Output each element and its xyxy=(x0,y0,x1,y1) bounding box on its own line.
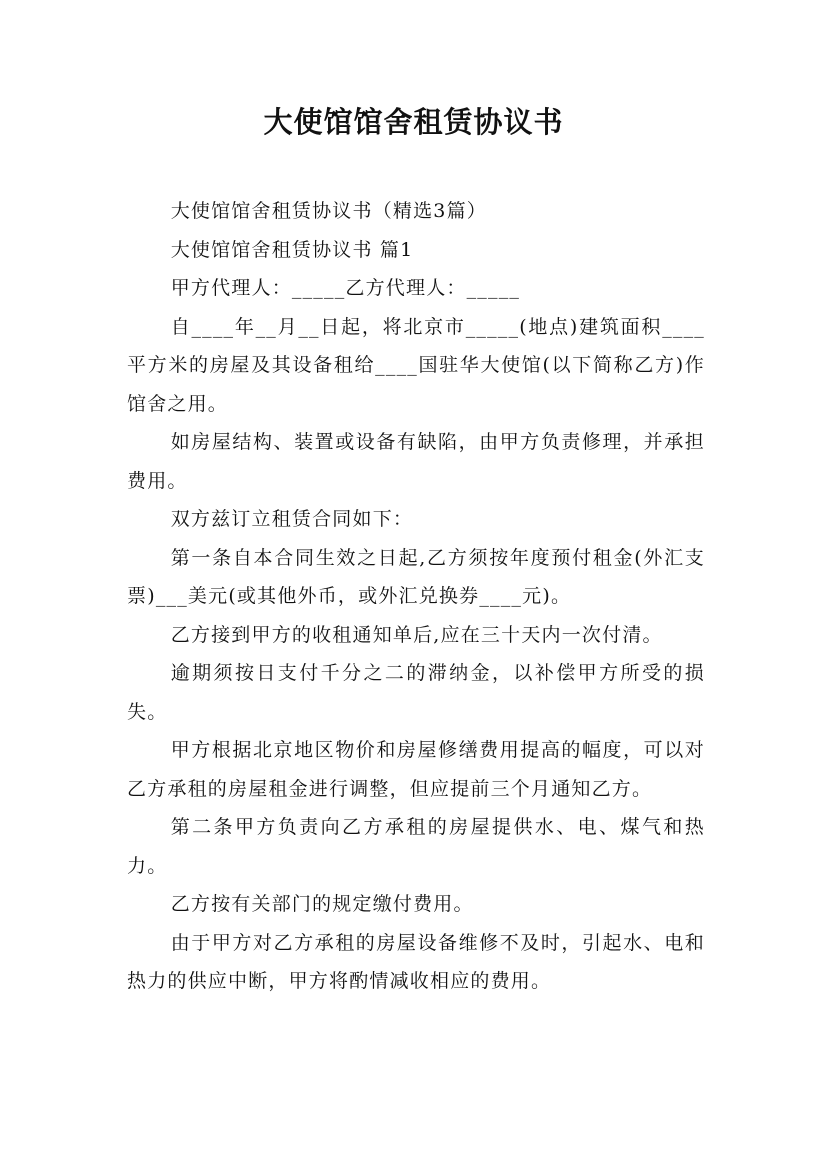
paragraph-article-2: 第二条甲方负责向乙方承租的房屋提供水、电、煤气和热力。 xyxy=(127,816,705,877)
paragraph-supply-interruption: 由于甲方对乙方承租的房屋设备维修不及时，引起水、电和热力的供应中断，甲方将酌情减收相应的费用。 xyxy=(127,931,705,992)
paragraph-defects: 如房屋结构、装置或设备有缺陷，由甲方负责修理，并承担费用。 xyxy=(127,431,705,492)
document-body xyxy=(127,192,705,1001)
document-title: 大使馆馆舍租赁协议书 xyxy=(263,105,564,139)
paragraph-agreement: 双方兹订立租赁合同如下： xyxy=(170,508,414,530)
paragraph-collection-heading: 大使馆馆舍租赁协议书（精选3篇） xyxy=(170,200,487,222)
paragraph-rent-adjustment: 甲方根据北京地区物价和房屋修缮费用提高的幅度，可以对乙方承租的房屋租金进行调整，但应提前三个月通知乙方。 xyxy=(127,739,705,800)
paragraph-agents: 甲方代理人：_____乙方代理人：_____ xyxy=(170,277,521,299)
paragraph-article-1: 第一条自本合同生效之日起,乙方须按年度预付租金(外汇支票)___美元(或其他外币，或外汇兑换券____元)。 xyxy=(127,546,705,607)
paragraph-payment-deadline: 乙方接到甲方的收租通知单后,应在三十天内一次付清。 xyxy=(170,623,663,646)
paragraph-late-fee: 逾期须按日支付千分之二的滞纳金，以补偿甲方所受的损失。 xyxy=(127,662,705,723)
paragraph-lease-intro: 自____年__月__日起，将北京市_____(地点)建筑面积____平方米的房屋及其设备租给____国驻华大使馆(以下简称乙方)作馆舍之用。 xyxy=(127,315,705,415)
paragraph-section-heading: 大使馆馆舍租赁协议书 篇1 xyxy=(170,238,414,261)
paragraph-fees: 乙方按有关部门的规定缴付费用。 xyxy=(170,893,474,915)
